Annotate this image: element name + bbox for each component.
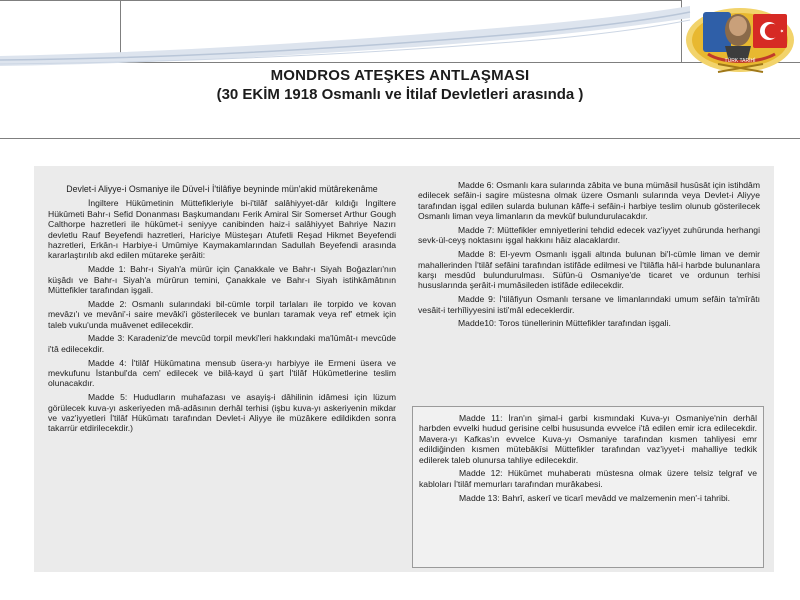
- page-subtitle: (30 EKİM 1918 Osmanlı ve İtilaf Devletleri arasında ): [216, 86, 584, 103]
- boxed-articles: [419, 413, 757, 503]
- document-boxed-section: [412, 406, 764, 568]
- document-heading: Devlet-i Aliyye-i Osmaniye ile Düvel-i İ'tilâfiye beyninde mün'akid mütârekenâme: [66, 184, 378, 194]
- document-left-column: [48, 184, 396, 437]
- article-5: Madde 5: Hududların muhafazası ve asayiş-i dâhilinin idâmesi için lüzum görülecek kuva-yı askeriyeden mâ-adâsının derhâl terhisi (işbu kuva-yı askeriyenin mikdar ve vaz'iyyetleri İ'tilâf Hükûmatı tarafından Devlet-i Aliyye ile müzâkere edildikden sonra takarrür etdirilecekdir.): [48, 392, 396, 434]
- title-block: [0, 66, 800, 105]
- ataturk-flag-emblem-icon: [683, 2, 798, 74]
- article-7: Madde 7: Müttefikler emniyetlerini tehdid edecek vaz'iyyet zuhûrunda herhangi sevk-ül-ceyş noktasını işgal hakkını hâiz alacaklardır.: [418, 225, 760, 246]
- document-scan: [34, 166, 774, 572]
- article-3: Madde 3: Karadeniz'de mevcûd torpil mevki'leri hakkındaki ma'lûmât-ı mevcûde i'tâ edilecekdir.: [48, 333, 396, 354]
- article-11: Madde 11: İran'ın şimal-i garbi kısmındaki Kuva-yı Osmaniye'nin derhâl harbden evvelki hudud gerisine celbi hususunda evvelce i'tâ edilen emir icra edilecekdir. Mavera-yı Kafkas'ın evvelce Kuva-yı Osmaniye tarafından kısmen tahliyesi emr edildiğinden kısmen mütebâkîsi Müttefikler tarafından vaz'iyyet-i mahalliye tedkik edilerek taleb olunursa tahliye edilecekdir.: [419, 413, 757, 465]
- decorative-swoosh: [0, 0, 800, 70]
- article-8: Madde 8: El-yevm Osmanlı işgali altında bulunan bi'l-cümle liman ve demir mahallerinden İ'tilâf sefâini tarafından istifâde edilmesi ve İ'tilâfla hâl-i harbde bulunanlara karşı mesdûd bulundurulması. Süfün-ü Osmaniye'de ticaret ve ordunun terhisi hususlarında şerâit-i mumâsileden istifâde edilecekdir.: [418, 249, 760, 291]
- article-4: Madde 4: İ'tilâf Hükûmatına mensub üsera-yı harbiyye ile Ermeni üsera ve mevkufunu İstanbul'da cem' edilecek ve bilâ-kayd ü şart İ'tilâf Hükûmetlerine teslim olunacakdır.: [48, 357, 396, 389]
- article-9: Madde 9: İ'tilâfiyun Osmanlı tersane ve limanlarındaki umum sefâin ta'mîrâtı vesâit-i terhîliyyesini isti'mâl edeceklerdir.: [418, 294, 760, 315]
- header-bottom-rule: [0, 138, 800, 139]
- document-intro: İngiltere Hükûmetinin Müttefikleriyle bi-i'tilâf salâhiyyet-dâr kıldığı İngiltere Hükûmeti Bahr-ı Sefid Donanması Başkumandanı Ferik Amiral Sir Somerset Arthur Gough Calthorpe hazretleri ile hükûmet-i seniyye canibinden haiz-i salâhiyyet Bahriye Nazırı devletlu Rauf Beyefendi hazretleri, Hariciye Müsteşarı Atufetli Reşad Hikmet Beyefendi hazretleri, Erkân-ı Harbiye-i Umûmiye Kaymakamlarından Sadullah Beyefendi arasında kararlaştırılıb akd edilen mütareke şerâiti:: [48, 198, 396, 261]
- document-right-column: [418, 180, 760, 332]
- logo-ribbon-text: TÜRK TARİHİ: [724, 58, 756, 64]
- article-13: Madde 13: Bahrî, askerî ve ticarî mevâdd ve malzemenin men'-i tahribi.: [459, 492, 731, 503]
- article-2: Madde 2: Osmanlı sularındaki bil-cümle torpil tarlaları ile torpido ve kovan mevâzı'ı ve mevâni'-i saire mevâki'i gösterilecek ve bunları taramak veya ref' etmek için taleb vuku'unda muâvenet edilecekdir.: [48, 298, 396, 330]
- article-10: Madde10: Toros tünellerinin Müttefikler tarafından işgali.: [458, 318, 671, 329]
- article-6: Madde 6: Osmanlı kara sularında zâbita ve buna mümâsil husûsât için istihdâm edilecek sefâin-i sagire müstesna olmak üzere Osmanlı sularında veya Devlet-i Aliyye tarafından işgal edilen sularda bulunan kâffe-i sefâin-i harbiye teslim olunub gösterilecek Osmanlı liman veya limanların da mevkûf bulundurulacakdır.: [418, 180, 760, 222]
- article-12: Madde 12: Hükûmet muhaberatı müstesna olmak üzere telsiz telgraf ve kabloları İ'tilâf memurları tarafından murâkabesi.: [419, 468, 757, 489]
- article-1: Madde 1: Bahr-ı Siyah'a mürûr için Çanakkale ve Bahr-ı Siyah Boğazları'nın küşâdı ve Bahr-ı Siyah'a mürûrun temini, Çanakkale ve Bahr-ı Siyah istihkâmâtının Müttefikler tarafından işgali.: [48, 264, 396, 296]
- page-title: MONDROS ATEŞKES ANTLAŞMASI: [270, 67, 530, 84]
